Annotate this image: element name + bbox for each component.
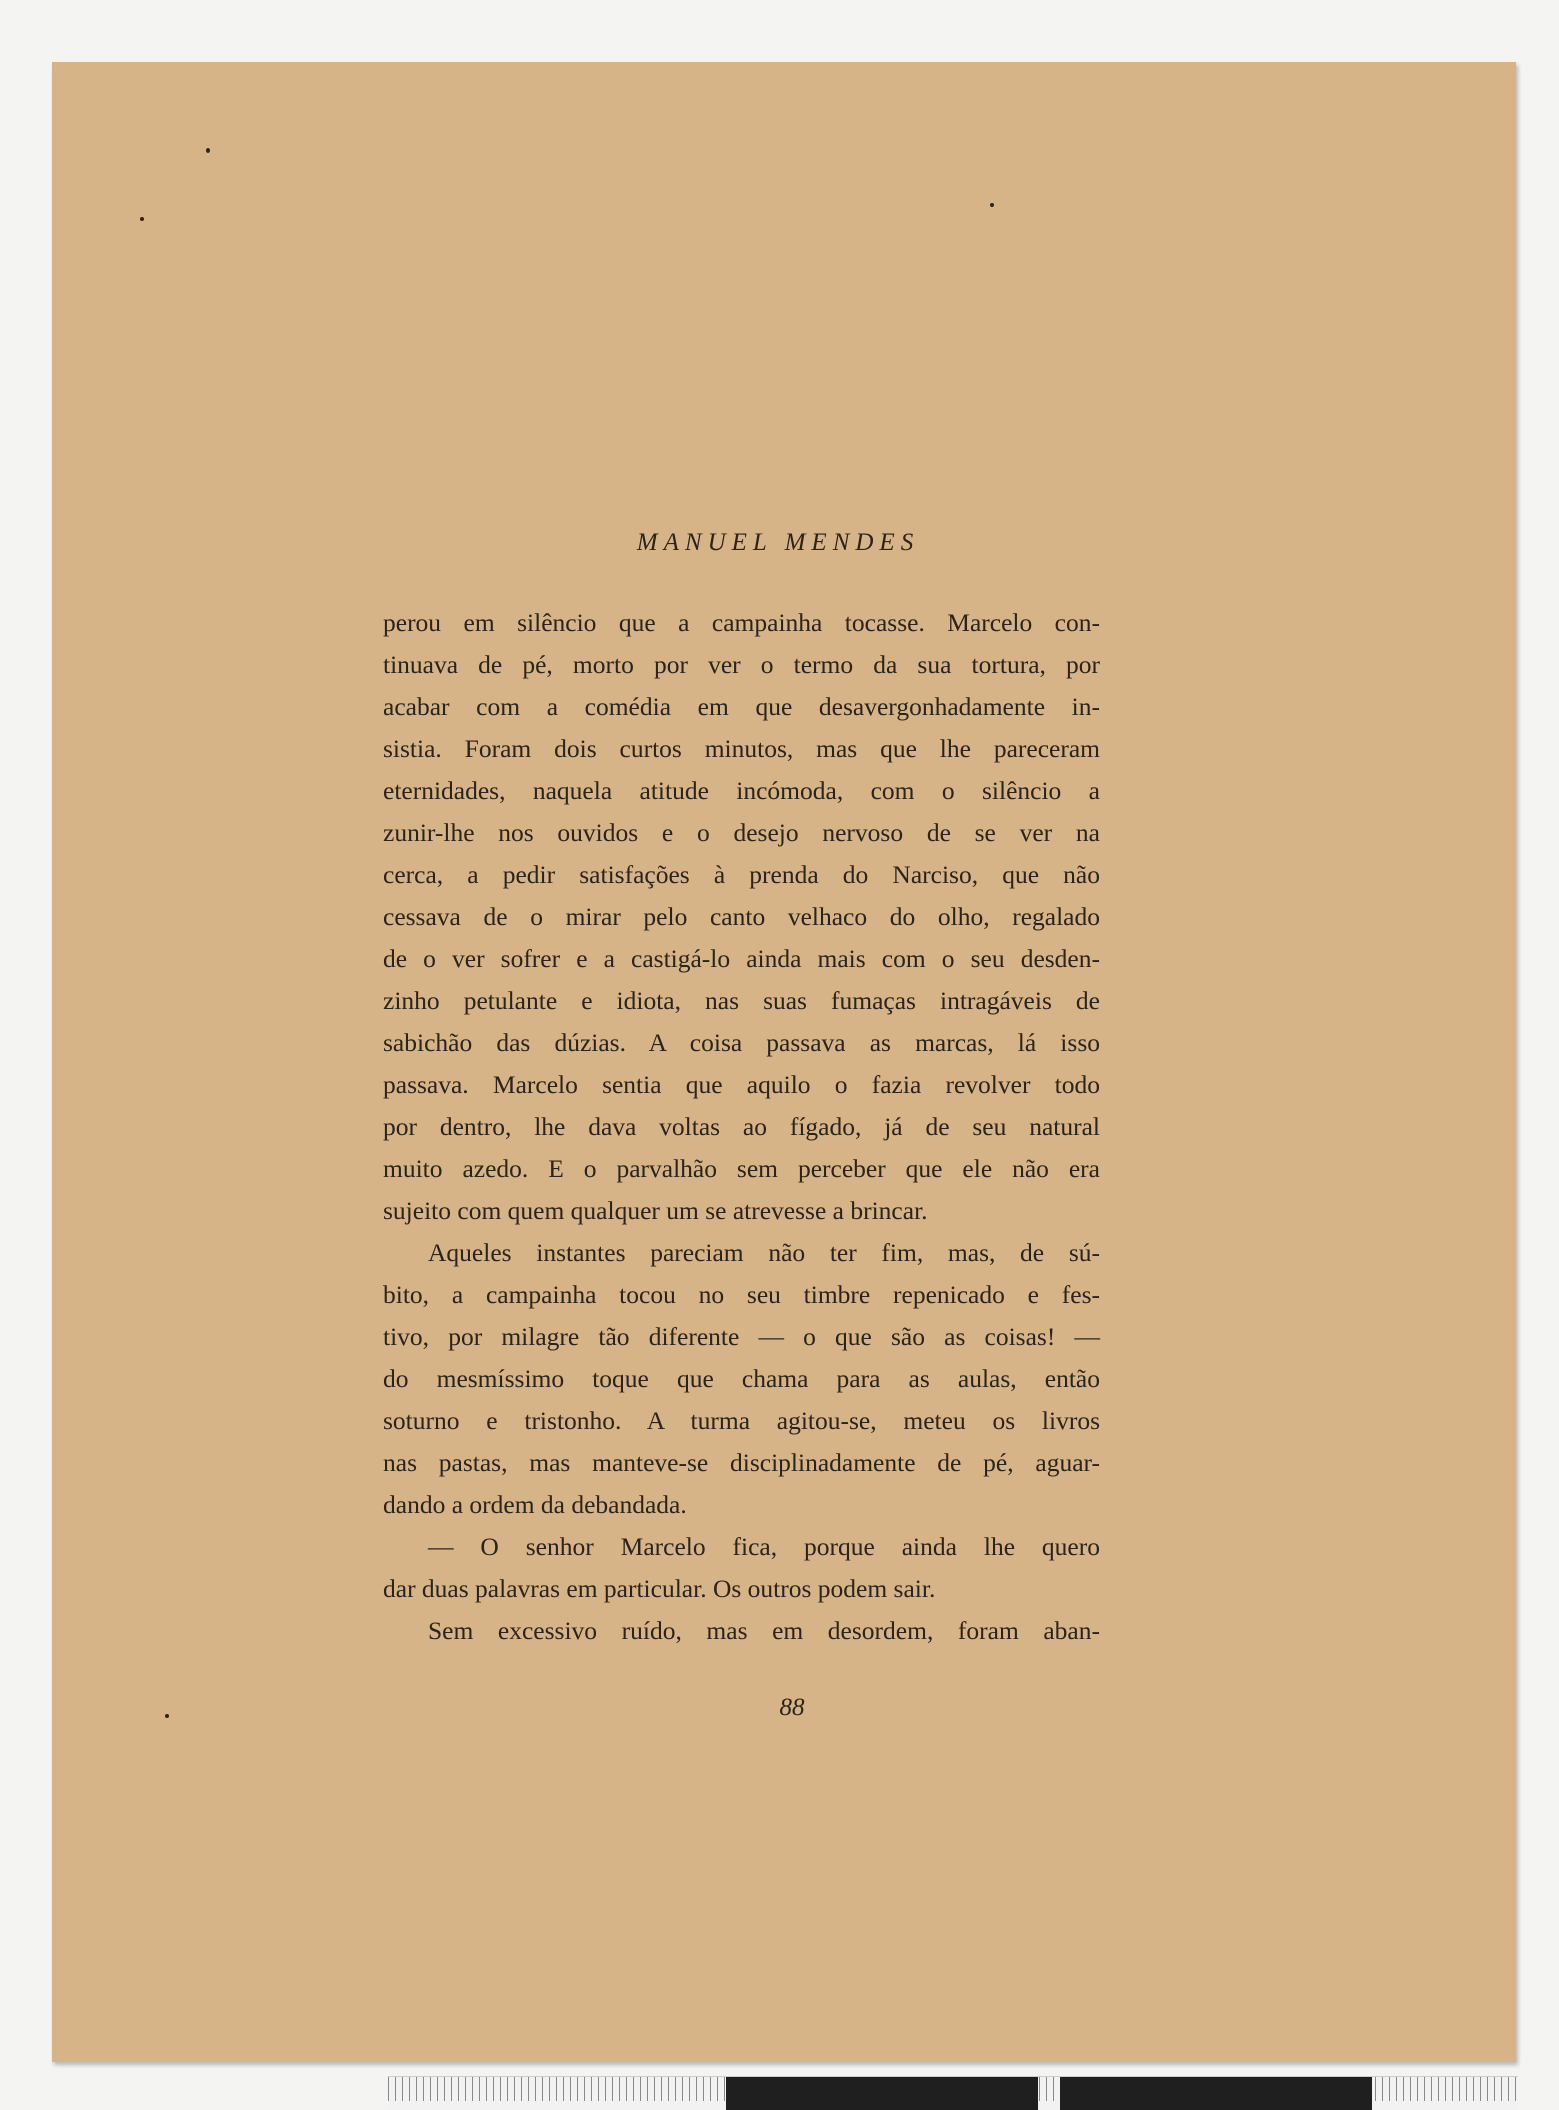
text-line: sistia. Foram dois curtos minutos, mas que lhe pareceram	[383, 734, 1100, 763]
body-text	[383, 602, 1100, 1652]
text-line: passava. Marcelo sentia que aquilo o fazia revolver todo	[383, 1070, 1100, 1099]
text-line: perou em silêncio que a campainha tocasse. Marcelo con-	[383, 608, 1100, 637]
text-line: Aqueles instantes pareciam não ter fim, mas, de sú-	[428, 1238, 1100, 1267]
text-line: Sem excessivo ruído, mas em desordem, foram aban-	[428, 1616, 1100, 1645]
text-line: eternidades, naquela atitude incómoda, com o silêncio a	[383, 776, 1100, 805]
ruler-black-segment	[726, 2077, 1038, 2110]
text-line: de o ver sofrer e a castigá-lo ainda mais com o seu desden-	[383, 944, 1100, 973]
text-line: nas pastas, mas manteve-se disciplinadamente de pé, aguar-	[383, 1448, 1100, 1477]
paper-speck	[990, 203, 994, 207]
text-line: tinuava de pé, morto por ver o termo da sua tortura, por	[383, 650, 1100, 679]
text-line: muito azedo. E o parvalhão sem perceber que ele não era	[383, 1154, 1100, 1183]
measurement-ruler	[388, 2076, 1518, 2110]
text-line: tivo, por milagre tão diferente — o que são as coisas! —	[383, 1322, 1100, 1351]
text-line: — O senhor Marcelo fica, porque ainda lhe quero	[428, 1532, 1100, 1561]
text-line: sujeito com quem qualquer um se atrevesse a brincar.	[383, 1196, 928, 1225]
text-line: zinho petulante e idiota, nas suas fumaças intragáveis de	[383, 986, 1100, 1015]
text-line: bito, a campainha tocou no seu timbre repenicado e fes-	[383, 1280, 1100, 1309]
text-line: dar duas palavras em particular. Os outros podem sair.	[383, 1574, 936, 1603]
book-page	[52, 62, 1516, 2062]
text-line: cerca, a pedir satisfações à prenda do Narciso, que não	[383, 860, 1100, 889]
ruler-black-segment	[1060, 2077, 1372, 2110]
text-line: zunir-lhe nos ouvidos e o desejo nervoso de se ver na	[383, 818, 1100, 847]
text-line: por dentro, lhe dava voltas ao fígado, já de seu natural	[383, 1112, 1100, 1141]
running-head: MANUEL MENDES	[636, 529, 920, 556]
paper-speck	[140, 217, 144, 221]
text-line: acabar com a comédia em que desavergonhadamente in-	[383, 692, 1100, 721]
text-line: do mesmíssimo toque que chama para as aulas, então	[383, 1364, 1100, 1393]
text-line: soturno e tristonho. A turma agitou-se, meteu os livros	[383, 1406, 1100, 1435]
page-number: 88	[779, 1694, 805, 1721]
text-line: dando a ordem da debandada.	[383, 1490, 687, 1519]
text-line: sabichão das dúzias. A coisa passava as marcas, lá isso	[383, 1028, 1100, 1057]
paper-speck	[206, 148, 210, 153]
text-line: cessava de o mirar pelo canto velhaco do olho, regalado	[383, 902, 1100, 931]
